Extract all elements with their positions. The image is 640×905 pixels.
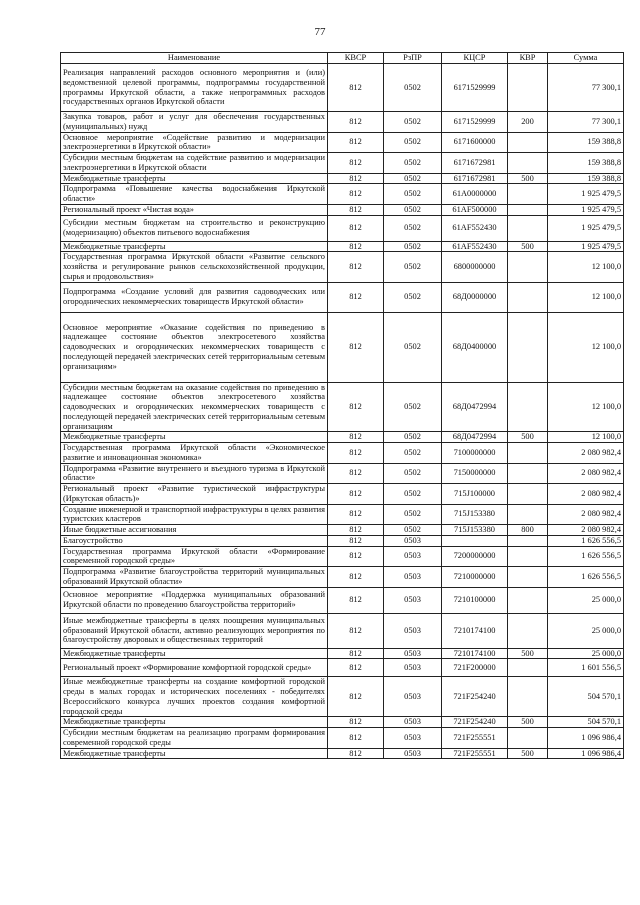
cell-kvr: [508, 728, 548, 749]
cell-name: Государственная программа Иркутской области «Экономическое развитие и инновационная экономика»: [61, 443, 328, 464]
cell-kcsr: 6171672981: [442, 153, 508, 174]
cell-sum: 25 000,0: [548, 613, 624, 648]
cell-rzpr: 0502: [384, 432, 442, 443]
cell-rzpr: 0503: [384, 546, 442, 567]
cell-sum: 1 626 556,5: [548, 535, 624, 546]
cell-kvsr: 812: [328, 677, 384, 717]
cell-sum: 1 925 479,5: [548, 184, 624, 205]
cell-kvr: [508, 443, 548, 464]
cell-rzpr: 0503: [384, 677, 442, 717]
cell-kvsr: 812: [328, 112, 384, 133]
cell-kcsr: 7210100000: [442, 587, 508, 613]
cell-rzpr: 0503: [384, 728, 442, 749]
cell-kvsr: 812: [328, 184, 384, 205]
cell-kvr: [508, 312, 548, 382]
cell-kcsr: 715J153380: [442, 525, 508, 536]
cell-sum: 12 100,0: [548, 282, 624, 312]
cell-kcsr: 61А0000000: [442, 184, 508, 205]
cell-kcsr: 61АF500000: [442, 204, 508, 215]
table-row: [61, 382, 624, 432]
table-row: [61, 728, 624, 749]
cell-name: Региональный проект «Развитие туристической инфраструктуры (Иркутская область)»: [61, 484, 328, 505]
cell-kvsr: 812: [328, 173, 384, 184]
cell-kcsr: 61АF552430: [442, 241, 508, 252]
cell-kcsr: 7200000000: [442, 546, 508, 567]
table-row: [61, 504, 624, 525]
cell-name: Межбюджетные трансферты: [61, 173, 328, 184]
table-row: [61, 648, 624, 659]
cell-kvsr: 812: [328, 241, 384, 252]
cell-kcsr: 6171529999: [442, 64, 508, 112]
table-row: [61, 677, 624, 717]
cell-kvr: 800: [508, 525, 548, 536]
cell-sum: 504 570,1: [548, 677, 624, 717]
cell-rzpr: 0502: [384, 241, 442, 252]
cell-sum: 2 080 982,4: [548, 525, 624, 536]
cell-rzpr: 0502: [384, 112, 442, 133]
table-row: [61, 463, 624, 484]
cell-name: Межбюджетные трансферты: [61, 648, 328, 659]
table-row: [61, 748, 624, 759]
table-row: [61, 443, 624, 464]
table-row: [61, 535, 624, 546]
table-body: [61, 64, 624, 759]
cell-kcsr: 715J153380: [442, 504, 508, 525]
cell-name: Подпрограмма «Развитие благоустройства территорий муниципальных образований Иркутской области»: [61, 567, 328, 588]
cell-kvr: 500: [508, 717, 548, 728]
cell-kvsr: 812: [328, 312, 384, 382]
cell-name: Региональный проект «Формирование комфортной городской среды»: [61, 659, 328, 677]
cell-kvsr: 812: [328, 748, 384, 759]
budget-table: [60, 52, 624, 759]
cell-kcsr: 6171600000: [442, 132, 508, 153]
cell-rzpr: 0502: [384, 382, 442, 432]
header-sum: Сумма: [548, 53, 624, 64]
cell-kvr: [508, 677, 548, 717]
table-row: [61, 132, 624, 153]
cell-kvr: [508, 282, 548, 312]
cell-kvsr: 812: [328, 153, 384, 174]
cell-sum: 1 601 556,5: [548, 659, 624, 677]
cell-rzpr: 0502: [384, 484, 442, 505]
cell-kcsr: 721F255551: [442, 728, 508, 749]
cell-kcsr: 6800000000: [442, 252, 508, 282]
cell-rzpr: 0502: [384, 443, 442, 464]
cell-kcsr: 68Д0472994: [442, 382, 508, 432]
table-row: [61, 484, 624, 505]
cell-kvsr: 812: [328, 659, 384, 677]
cell-name: Иные бюджетные ассигнования: [61, 525, 328, 536]
cell-rzpr: 0502: [384, 173, 442, 184]
cell-sum: 2 080 982,4: [548, 463, 624, 484]
cell-kvr: [508, 252, 548, 282]
cell-kcsr: 721F254240: [442, 717, 508, 728]
cell-kvr: [508, 463, 548, 484]
cell-kvr: [508, 546, 548, 567]
cell-kcsr: 721F255551: [442, 748, 508, 759]
cell-sum: 1 096 986,4: [548, 748, 624, 759]
cell-kvsr: 812: [328, 525, 384, 536]
cell-kvsr: 812: [328, 728, 384, 749]
cell-kcsr: 7100000000: [442, 443, 508, 464]
cell-sum: 1 626 556,5: [548, 546, 624, 567]
cell-rzpr: 0502: [384, 204, 442, 215]
cell-sum: 25 000,0: [548, 648, 624, 659]
cell-kvsr: 812: [328, 432, 384, 443]
cell-kvr: 500: [508, 748, 548, 759]
cell-kvsr: 812: [328, 613, 384, 648]
cell-rzpr: 0502: [384, 215, 442, 241]
table-header-row: [61, 53, 624, 64]
table-row: [61, 204, 624, 215]
cell-rzpr: 0502: [384, 153, 442, 174]
cell-kvr: [508, 132, 548, 153]
cell-kvr: [508, 613, 548, 648]
cell-kcsr: 721F200000: [442, 659, 508, 677]
cell-kvr: [508, 382, 548, 432]
cell-kvsr: 812: [328, 535, 384, 546]
cell-kvsr: 812: [328, 587, 384, 613]
cell-kcsr: 715J100000: [442, 484, 508, 505]
cell-sum: 12 100,0: [548, 432, 624, 443]
cell-sum: 12 100,0: [548, 312, 624, 382]
cell-sum: 1 925 479,5: [548, 204, 624, 215]
cell-rzpr: 0503: [384, 567, 442, 588]
cell-kvr: [508, 504, 548, 525]
table-row: [61, 546, 624, 567]
cell-name: Подпрограмма «Повышение качества водоснабжения Иркутской области»: [61, 184, 328, 205]
header-rzpr: РзПР: [384, 53, 442, 64]
cell-kvsr: 812: [328, 64, 384, 112]
cell-rzpr: 0503: [384, 587, 442, 613]
cell-name: Региональный проект «Чистая вода»: [61, 204, 328, 215]
cell-kvr: [508, 184, 548, 205]
cell-kvr: [508, 659, 548, 677]
cell-sum: 12 100,0: [548, 252, 624, 282]
cell-rzpr: 0502: [384, 64, 442, 112]
cell-kvr: 500: [508, 241, 548, 252]
cell-kvsr: 812: [328, 463, 384, 484]
cell-kcsr: 68Д0400000: [442, 312, 508, 382]
cell-kvsr: 812: [328, 252, 384, 282]
cell-sum: 1 925 479,5: [548, 215, 624, 241]
cell-rzpr: 0502: [384, 184, 442, 205]
cell-kcsr: 7210174100: [442, 648, 508, 659]
header-name: Наименование: [61, 53, 328, 64]
table-row: [61, 525, 624, 536]
cell-kvr: 500: [508, 432, 548, 443]
cell-name: Межбюджетные трансферты: [61, 432, 328, 443]
cell-sum: 1 096 986,4: [548, 728, 624, 749]
cell-kvr: [508, 484, 548, 505]
page-number: 77: [314, 26, 326, 38]
cell-kvsr: 812: [328, 215, 384, 241]
table-row: [61, 184, 624, 205]
cell-kvr: [508, 215, 548, 241]
cell-rzpr: 0503: [384, 648, 442, 659]
cell-rzpr: 0502: [384, 282, 442, 312]
cell-rzpr: 0502: [384, 312, 442, 382]
cell-name: Межбюджетные трансферты: [61, 748, 328, 759]
table-row: [61, 215, 624, 241]
cell-name: Субсидии местным бюджетам на оказание содействия по приведению в надлежащее состояние объектов электросетевого хозяйства садоводческих и огороднических некоммерческих товариществ с последующей передачей электрических сетей территориальным сетевым организациям: [61, 382, 328, 432]
cell-kcsr: 7150000000: [442, 463, 508, 484]
cell-kvsr: 812: [328, 382, 384, 432]
cell-rzpr: 0502: [384, 463, 442, 484]
cell-rzpr: 0502: [384, 252, 442, 282]
table-row: [61, 613, 624, 648]
cell-name: Благоустройство: [61, 535, 328, 546]
cell-kvr: [508, 153, 548, 174]
cell-kcsr: 68Д0472994: [442, 432, 508, 443]
cell-sum: 2 080 982,4: [548, 484, 624, 505]
cell-kcsr: 721F254240: [442, 677, 508, 717]
cell-kvr: [508, 535, 548, 546]
cell-sum: 504 570,1: [548, 717, 624, 728]
cell-rzpr: 0502: [384, 504, 442, 525]
header-kvr: КВР: [508, 53, 548, 64]
cell-kvsr: 812: [328, 504, 384, 525]
cell-rzpr: 0503: [384, 748, 442, 759]
cell-name: Субсидии местным бюджетам на содействие развитию и модернизации электроэнергетики в Иркутской области: [61, 153, 328, 174]
cell-sum: 77 300,1: [548, 112, 624, 133]
cell-kvsr: 812: [328, 132, 384, 153]
cell-kcsr: 68Д0000000: [442, 282, 508, 312]
table-row: [61, 64, 624, 112]
cell-name: Основное мероприятие «Содействие развитию и модернизации электроэнергетики в Иркутской области»: [61, 132, 328, 153]
cell-name: Субсидии местным бюджетам на строительство и реконструкцию (модернизацию) объектов питьевого водоснабжения: [61, 215, 328, 241]
cell-kvr: 500: [508, 173, 548, 184]
table-row: [61, 153, 624, 174]
cell-rzpr: 0503: [384, 613, 442, 648]
cell-kcsr: 6171672981: [442, 173, 508, 184]
cell-name: Межбюджетные трансферты: [61, 241, 328, 252]
header-kcsr: КЦСР: [442, 53, 508, 64]
cell-kvr: 200: [508, 112, 548, 133]
cell-name: Иные межбюджетные трансферты в целях поощрения муниципальных образований Иркутской области, активно реализующих мероприятия по благоустройству дворовых и общественных территорий: [61, 613, 328, 648]
cell-kvsr: 812: [328, 443, 384, 464]
cell-name: Подпрограмма «Создание условий для развития садоводческих или огороднических некоммерческих товариществ Иркутской области»: [61, 282, 328, 312]
cell-rzpr: 0503: [384, 717, 442, 728]
cell-kvsr: 812: [328, 546, 384, 567]
cell-name: Иные межбюджетные трансферты на создание комфортной городской среды в малых городах и исторических поселениях - победителях Всероссийского конкурса лучших проектов создания комфортной городской среды: [61, 677, 328, 717]
cell-name: Межбюджетные трансферты: [61, 717, 328, 728]
cell-sum: 25 000,0: [548, 587, 624, 613]
cell-name: Основное мероприятие «Оказание содействия по приведению в надлежащее состояние объектов электросетевого хозяйства садоводческих и огороднических некоммерческих товариществ с последующей передачей электрических сетей территориальным сетевым организациям»: [61, 312, 328, 382]
cell-kvsr: 812: [328, 717, 384, 728]
table-row: [61, 312, 624, 382]
cell-kvsr: 812: [328, 282, 384, 312]
cell-sum: 2 080 982,4: [548, 504, 624, 525]
cell-name: Государственная программа Иркутской области «Развитие сельского хозяйства и регулирование рынков сельскохозяйственной продукции, сырья и продовольствия»: [61, 252, 328, 282]
cell-sum: 1 626 556,5: [548, 567, 624, 588]
table-row: [61, 252, 624, 282]
table-row: [61, 112, 624, 133]
cell-sum: 77 300,1: [548, 64, 624, 112]
cell-kvr: [508, 204, 548, 215]
cell-sum: 159 388,8: [548, 173, 624, 184]
cell-kvr: 500: [508, 648, 548, 659]
cell-name: Подпрограмма «Развитие внутреннего и въездного туризма в Иркутской области»: [61, 463, 328, 484]
table-row: [61, 659, 624, 677]
cell-rzpr: 0502: [384, 525, 442, 536]
cell-sum: 159 388,8: [548, 153, 624, 174]
cell-kvr: [508, 587, 548, 613]
cell-rzpr: 0502: [384, 132, 442, 153]
cell-kvsr: 812: [328, 204, 384, 215]
cell-sum: 159 388,8: [548, 132, 624, 153]
cell-kvsr: 812: [328, 484, 384, 505]
cell-kcsr: 7210174100: [442, 613, 508, 648]
header-kvsr: КВСР: [328, 53, 384, 64]
table-row: [61, 241, 624, 252]
table-row: [61, 717, 624, 728]
cell-name: Реализация направлений расходов основного мероприятия и (или) ведомственной целевой программы, подпрограммы государственной программы Иркутской области, а также непрограммных расходов государственных органов Иркутской области: [61, 64, 328, 112]
cell-sum: 1 925 479,5: [548, 241, 624, 252]
table-row: [61, 432, 624, 443]
cell-kvsr: 812: [328, 567, 384, 588]
cell-kcsr: 6171529999: [442, 112, 508, 133]
cell-sum: 12 100,0: [548, 382, 624, 432]
cell-kcsr: 61АF552430: [442, 215, 508, 241]
cell-name: Субсидии местным бюджетам на реализацию программ формирования современной городской среды: [61, 728, 328, 749]
table-row: [61, 173, 624, 184]
cell-name: Государственная программа Иркутской области «Формирование современной городской среды»: [61, 546, 328, 567]
table-row: [61, 567, 624, 588]
table-row: [61, 587, 624, 613]
table-row: [61, 282, 624, 312]
cell-kvsr: 812: [328, 648, 384, 659]
cell-name: Основное мероприятие «Поддержка муниципальных образований Иркутской области по проведению благоустройства территорий»: [61, 587, 328, 613]
cell-name: Закупка товаров, работ и услуг для обеспечения государственных (муниципальных) нужд: [61, 112, 328, 133]
cell-sum: 2 080 982,4: [548, 443, 624, 464]
cell-kvr: [508, 567, 548, 588]
cell-rzpr: 0503: [384, 659, 442, 677]
cell-kvr: [508, 64, 548, 112]
cell-kcsr: [442, 535, 508, 546]
cell-name: Создание инженерной и транспортной инфраструктуры в целях развития туристских кластеров: [61, 504, 328, 525]
cell-kcsr: 7210000000: [442, 567, 508, 588]
cell-rzpr: 0503: [384, 535, 442, 546]
